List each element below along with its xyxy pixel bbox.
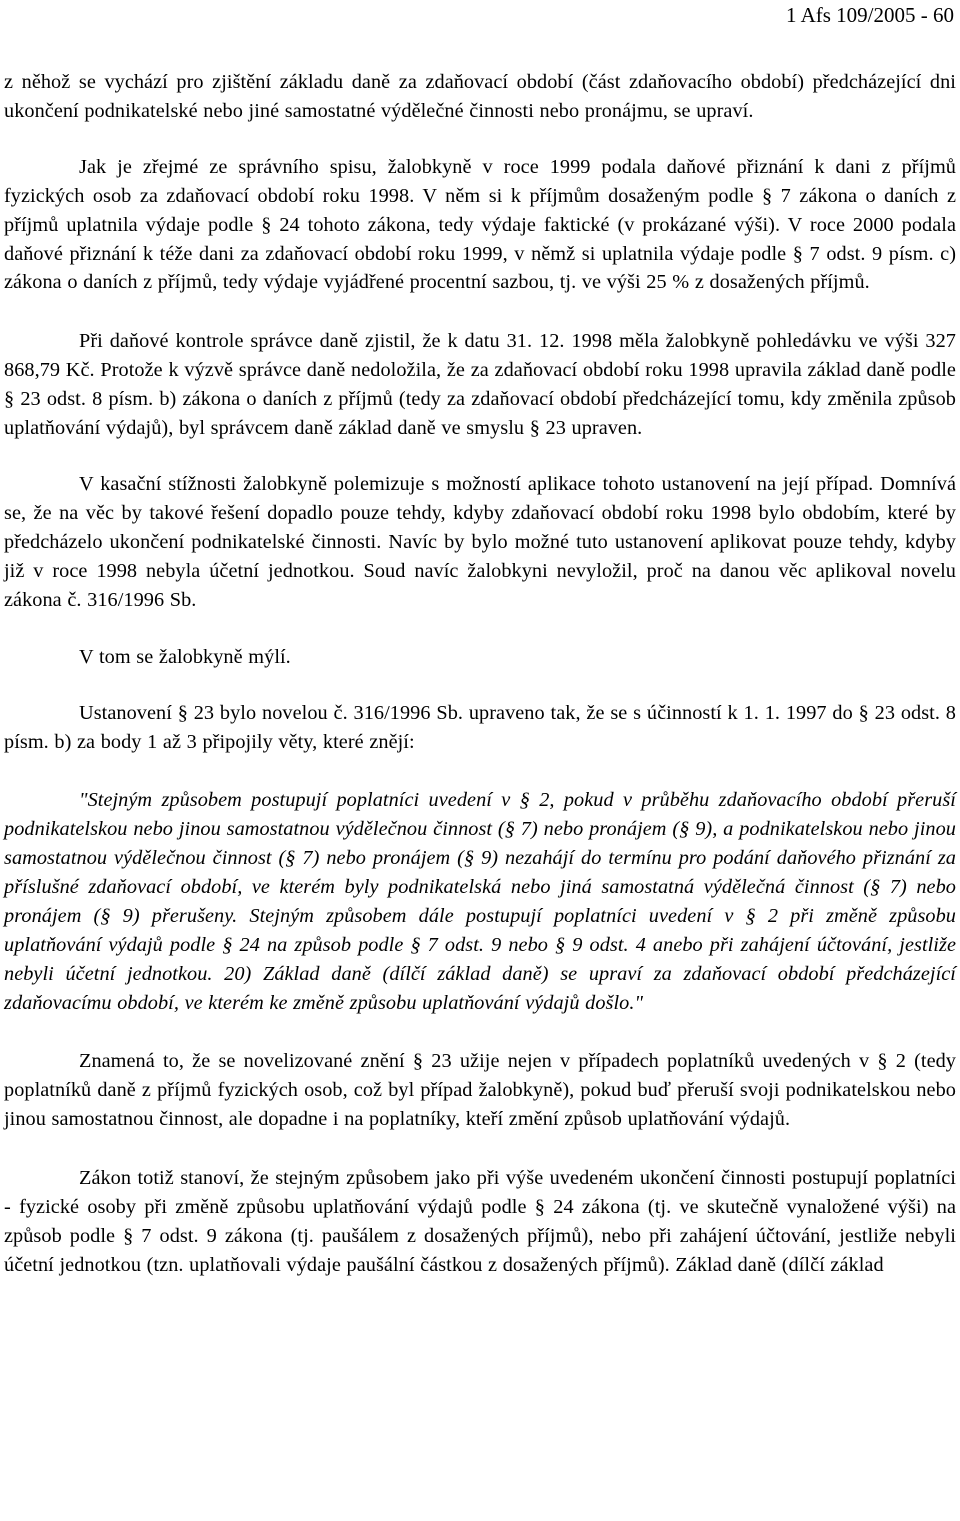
case-number: 1 Afs 109/2005 - 60 xyxy=(786,3,954,27)
paragraph-continuation: z něhož se vychází pro zjištění základu daně za zdaňovací období (část zdaňovacího období) předcházející dni ukončení podnikatelské nebo jiné samostatné výdělečné činnosti nebo pronájmu, se upraví. xyxy=(4,71,956,122)
page-header xyxy=(4,0,956,30)
paragraph-tax-audit: Při daňové kontrole správce daně zjistil, že k datu 31. 12. 1998 měla žalobkyně pohledávku ve výši 327 868,79 Kč. Protože k výzvě správce daně nedoložila, že za zdaňovací období roku 1998 upravila základ daně podle § 23 odst. 8 písm. b) zákona o daních z příjmů (tedy za zdaňovací období předcházející tomu, kdy změnila způsob uplatňování výdajů), byl správcem daně základ daně ve smyslu § 23 upraven. xyxy=(4,330,956,440)
paragraph-mistake: V tom se žalobkyně mýlí. xyxy=(79,645,291,668)
paragraph-amendment: Ustanovení § 23 bylo novelou č. 316/1996 Sb. upraveno tak, že se s účinností k 1. 1. 1997 do § 23 odst. 8 písm. b) za body 1 až 3 připojily věty, které znějí: xyxy=(4,702,956,754)
document-page xyxy=(4,0,956,1280)
paragraph-tax-return: Jak je zřejmé ze správního spisu, žalobkyně v roce 1999 podala daňové přiznání k dani z příjmů fyzických osob za zdaňovací období roku 1998. V něm si k příjmům dosaženým podle § 7 zákona o daních z příjmů uplatnila výdaje podle § 24 tohoto zákona, tedy výdaje faktické (v prokázané výši). V roce 2000 podala daňové přiznání k téže dani za zdaňovací období roku 1999, v němž si uplatnila výdaje podle § 7 odst. 9 písm. c) zákona o daních z příjmů, tedy výdaje vyjádřené procentní sazbou, tj. ve výši 25 % z dosažených příjmů. xyxy=(4,155,956,294)
paragraph-quoted-provision: "Stejným způsobem postupují poplatníci uvedení v § 2, pokud v průběhu zdaňovacího období přeruší podnikatelskou nebo jinou samostatnou výdělečnou činnost (§ 7) nebo pronájem (§ 9), a podnikatelskou nebo jinou samostatnou výdělečnou činnost (§ 7) nebo pronájem (§ 9) nezahájí do termínu pro podání daňového přiznání za příslušné zdaňovací období, ve kterém byly podnikatelská nebo jiná samostatná výdělečná činnost (§ 7) nebo pronájem (§ 9) přerušeny. Stejným způsobem dále postupují poplatníci uvedení v § 2 při změně způsobu uplatňování výdajů podle § 24 na způsob podle § 7 odst. 9 nebo § 9 odst. 4 anebo při zahájení účtování, jestliže nebyli účetní jednotkou. 20) Základ daně (dílčí základ daně) se upraví za zdaňovací období předcházející zdaňovacímu období, ve kterém ke změně způsobu uplatňování výdajů došlo." xyxy=(4,789,956,1014)
paragraph-meaning: Znamená to, že se novelizované znění § 23 užije nejen v případech poplatníků uvedených v § 2 (tedy poplatníků daně z příjmů fyzických osob, což byl případ žalobkyně), pokud buď přeruší svoji podnikatelskou nebo jinou samostatnou činnost, ale dopadne i na poplatníky, kteří změní způsob uplatňování výdajů. xyxy=(4,1050,956,1131)
paragraph-law-states: Zákon totiž stanoví, že stejným způsobem jako při výše uvedeném ukončení činnosti postupují poplatníci - fyzické osoby při změně způsobu uplatňování výdajů podle § 24 zákona (tj. ve skutečně vynaložené výši) na způsob podle § 7 odst. 9 zákona (tj. paušálem z dosažených příjmů), nebo při zahájení účtování, jestliže nebyli účetní jednotkou (tzn. uplatňovali výdaje paušální částkou z dosažených příjmů). Základ daně (dílčí základ xyxy=(4,1167,956,1276)
paragraph-cassation-complaint: V kasační stížnosti žalobkyně polemizuje s možností aplikace tohoto ustanovení na její případ. Domnívá se, že na věc by takové řešení dopadlo pouze tehdy, kdyby zdaňovací období roku 1998 bylo obdobím, které by předcházelo ukončení podnikatelské činnosti. Navíc by bylo možné tuto ustanovení aplikovat pouze tehdy, kdyby již v roce 1998 nebyla účetní jednotkou. Soud navíc žalobkyni nevyložil, proč na danou věc aplikoval novelu zákona č. 316/1996 Sb. xyxy=(4,472,956,611)
